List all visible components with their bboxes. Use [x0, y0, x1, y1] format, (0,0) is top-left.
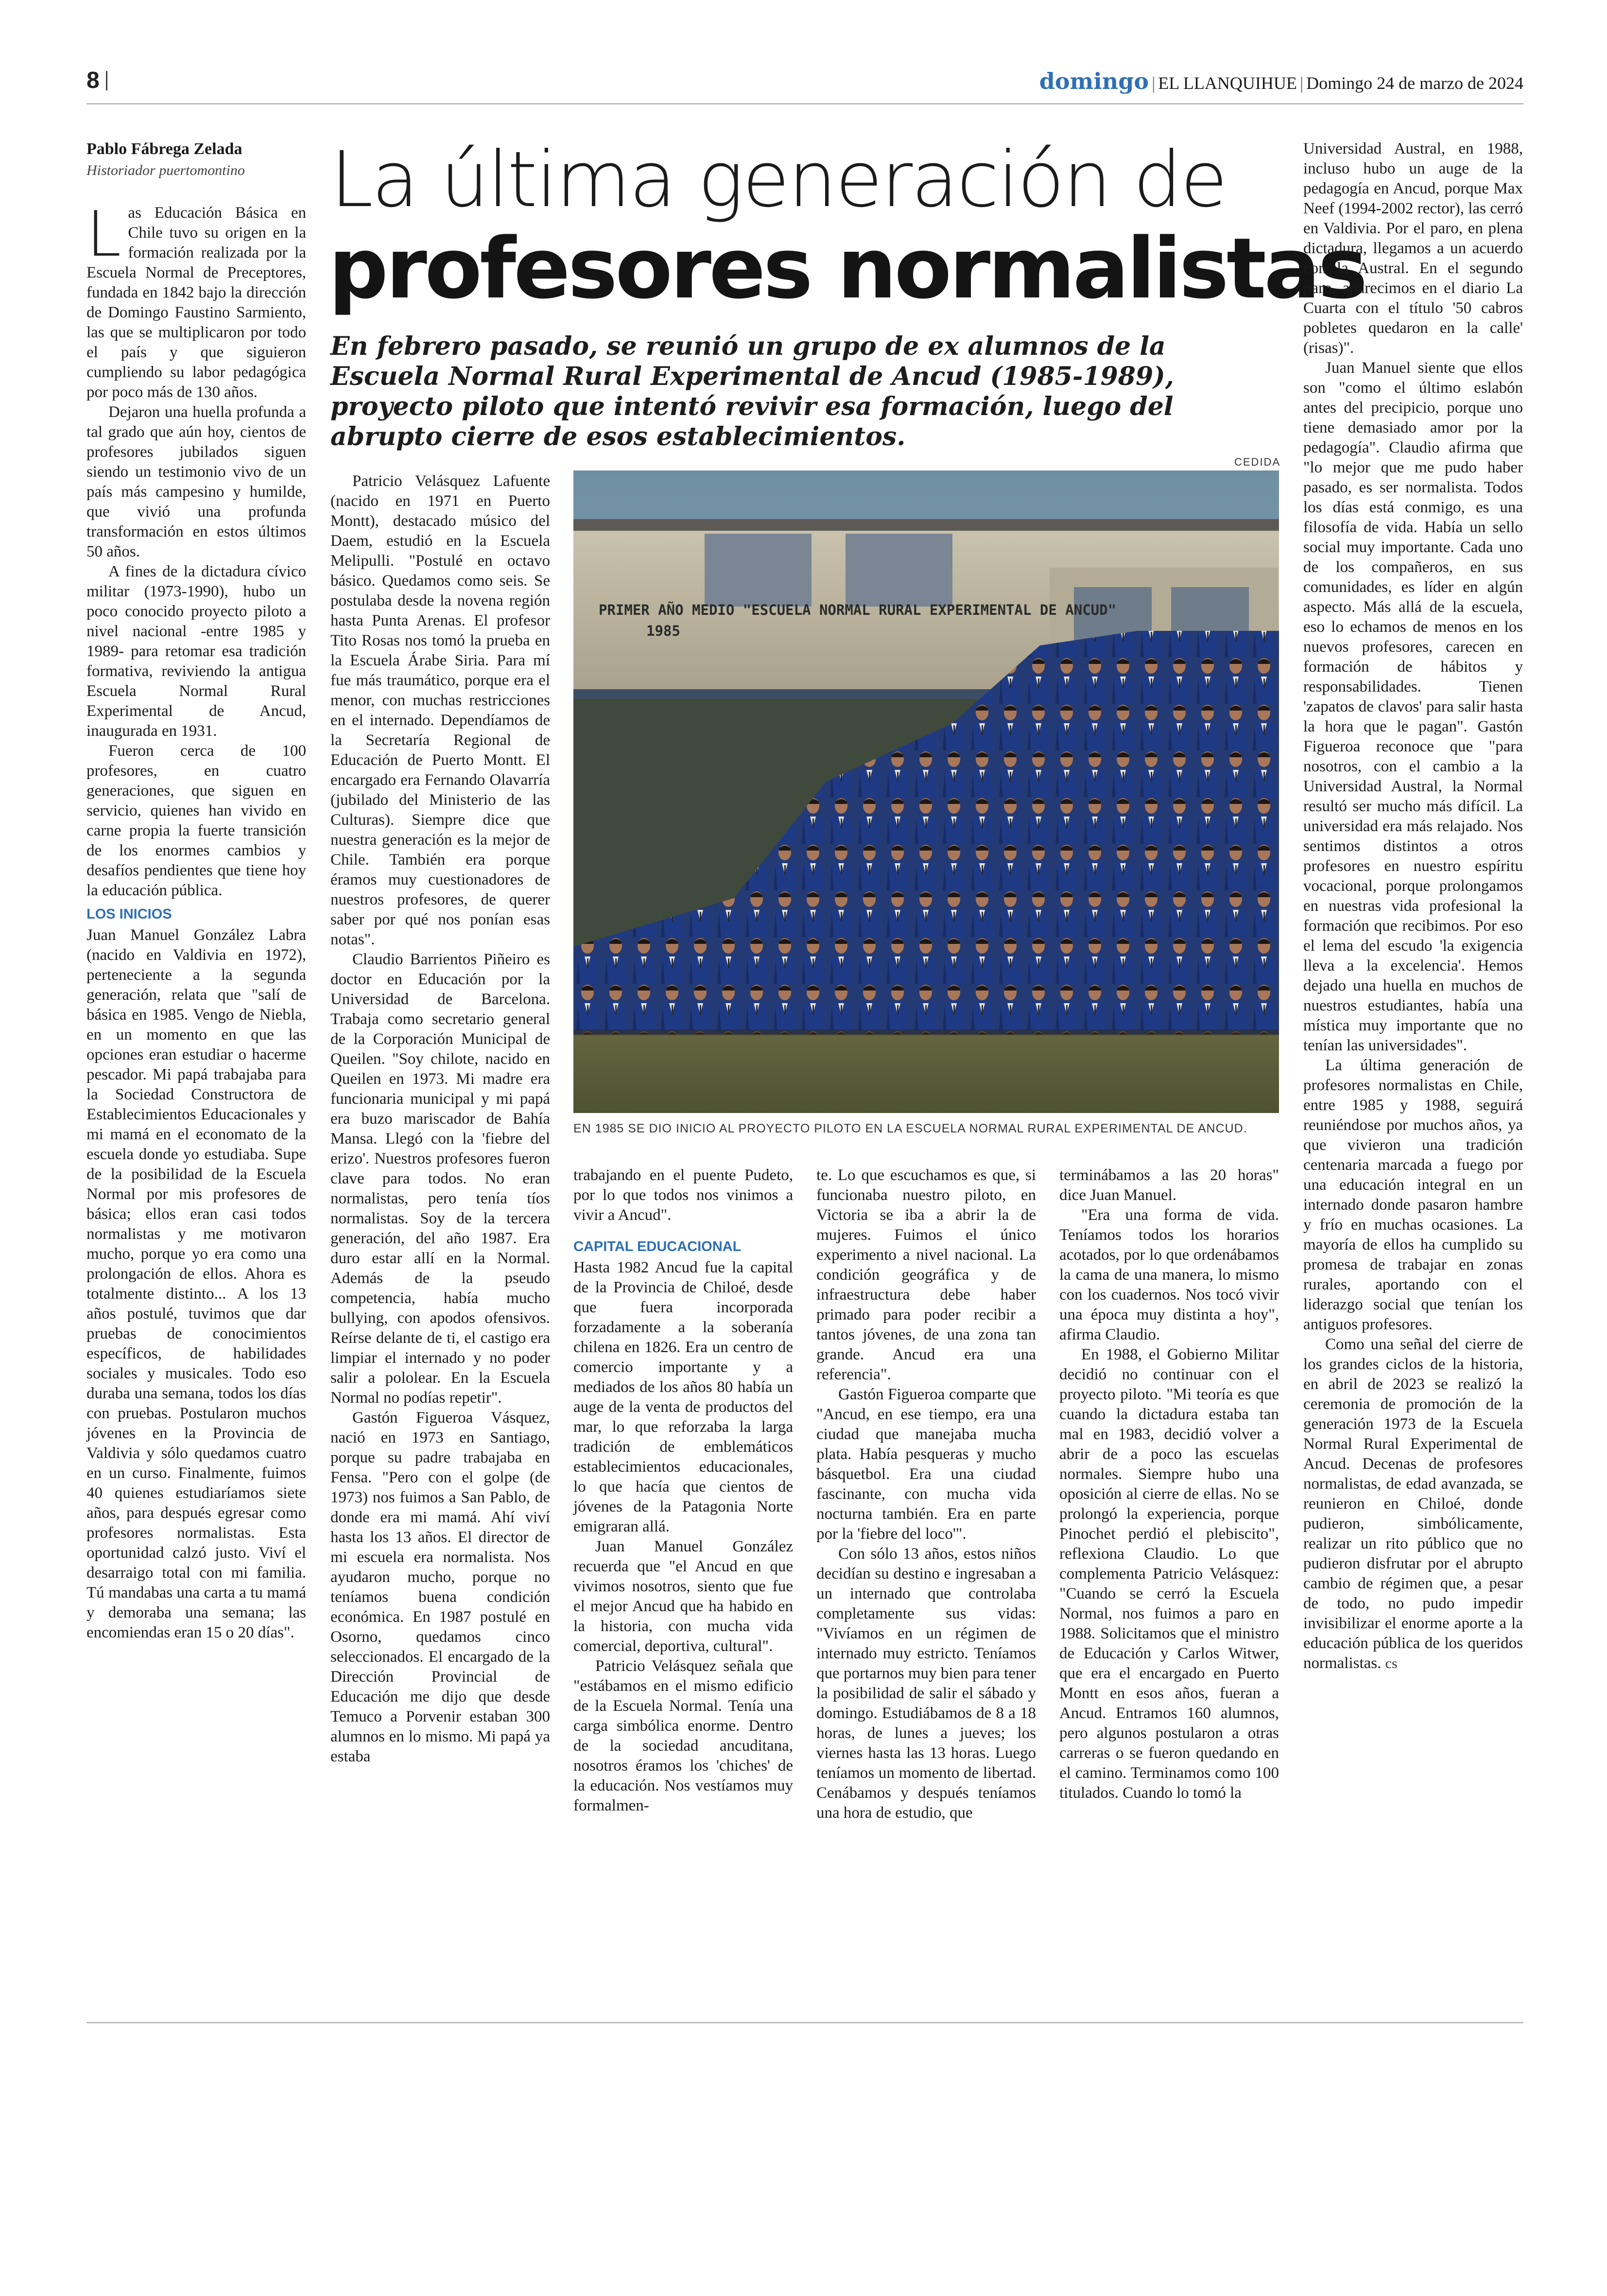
paragraph: as Educación Básica en Chile tuvo su origen en la formación realizada por la Escuela Normal de Preceptores, fundada en 1842 bajo la dirección de Domingo Faustino Sarmiento, las que se multiplicaron por todo el país y que siguieron cumpliendo su labor pedagógica por poco más de 130 años.: [86, 204, 306, 401]
paragraph: Como una señal del cierre de los grandes ciclos de la historia, en abril de 2023 se realizó la ceremonia de promoción de la generación 1973 de la Escuela Normal Rural Experimental de Ancud. Decenas de profesores normalistas, de edad avanzada, se reunieron en Chiloé, donde pudieron, simbólicamente, realizar un rito público que no pudieron disfrutar por el abrupto cambio de régimen que, a pesar de todo, no pudo impedir invisibilizar el enorme aporte a la educación pública de los queridos normalistas. cs: [1303, 1336, 1523, 1672]
page-number-divider: [106, 71, 107, 90]
article-column-4: [816, 1165, 1036, 1823]
paragraph: Juan Manuel González recuerda que "el Ancud en que vivimos nosotros, siento que fue el mejor Ancud que ha habido en la historia, con mucha vida comercial, deportiva, cultural".: [573, 1538, 793, 1655]
paragraph: La última generación de profesores normalistas en Chile, entre 1985 y 1988, seguirá reuniéndose por muchos años, ya que vivieron una tradición centenaria marcada a fuego por una educación integral en un internado donde pasaron hambre y frío en muchas ocasiones. La mayoría de ellos ha cumplido su promesa de trabajar en zonas rurales, aportando con el liderazgo social que tenían los antiguos profesores.: [1303, 1057, 1523, 1333]
headline-line-1: La última generación de: [330, 135, 1227, 225]
paragraph: Gastón Figueroa Vásquez, nació en 1973 en Santiago, porque su padre trabajaba en Fensa. "Pero con el golpe (de 1973) nos fuimos a San Pablo, de donde era mi mamá. Ahí viví hasta los 13 años. El director de mi escuela era normalista. Nos ayudaron mucho, porque no teníamos buena condición económica. En 1987 postulé en Osorno, quedamos cinco seleccionados. El encargado de la Dirección Provincial de Educación me dijo que desde Temuco a Porvenir estaban 300 alumnos en lo mismo. Mi papá ya estaba: [330, 1409, 550, 1765]
class-photo: [573, 470, 1279, 1113]
drop-cap: L: [86, 198, 121, 271]
article-column-3: [573, 1165, 793, 1816]
paragraph: "Era una forma de vida. Teníamos todos los horarios acotados, por lo que ordenábamos la cama de una manera, lo mismo con los cuadernos. Nos tocó vivir una época muy distinta a hoy", afirma Claudio.: [1059, 1206, 1279, 1343]
article-column-1: [86, 198, 306, 1643]
author-role: Historiador puertomontino: [86, 162, 245, 178]
paragraph: Gastón Figueroa comparte que "Ancud, en ese tiempo, era una ciudad que manejaba mucha plata. Había pesqueras y mucho básquetbol. Era una ciudad fascinante, con mucha vida nocturna también. Era en parte por la 'fiebre del loco'".: [816, 1386, 1036, 1543]
paragraph: A fines de la dictadura cívico militar (1973-1990), hubo un poco conocido proyecto piloto a nivel nacional -entre 1985 y 1989- para retomar esa tradición formativa, reviviendo la antigua Escuela Normal Rural Experimental de Ancud, inaugurada en 1931.: [86, 563, 306, 740]
header-rule: [86, 103, 1523, 104]
paragraph: Patricio Velásquez señala que "estábamos en el mismo edificio de la Escuela Normal. Tenía una carga simbólica enorme. Dentro de la sociedad ancuditana, nosotros éramos los 'chiches' de la educación. Nos vestíamos muy formalmen-: [573, 1657, 793, 1814]
page-number: 8: [86, 68, 100, 93]
paragraph: Universidad Austral, en 1988, incluso hubo un auge de la pedagogía en Ancud, porque Max Neef (1994-2002 rector), las cerró en Valdivia. Por el paro, en plena dictadura, llegamos a un acuerdo con la Austral. En el segundo paro, aparecimos en el diario La Cuarta con el título '50 cabros pobletes quedaron en la calle' (risas)".: [1303, 140, 1523, 357]
paragraph: Hasta 1982 Ancud fue la capital de la Provincia de Chiloé, desde que fuera incorporada forzadamente a la soberanía chilena en 1826. Era un centro de comercio importante y a mediados de los años 80 había un auge de la venta de productos del mar, lo que reforzaba la larga tradición de emblemáticos establecimientos educacionales, lo que hacía que cientos de jóvenes de la Patagonia Norte emigraran allá.: [573, 1259, 793, 1535]
headline-line-2: profesores normalistas: [328, 220, 1365, 317]
photo-sign-text: PRIMER AÑO MEDIO "ESCUELA NORMAL RURAL EXPERIMENTAL DE ANCUD": [599, 602, 1117, 618]
article-column-2: [330, 471, 550, 1767]
paragraph: Patricio Velásquez Lafuente (nacido en 1971 en Puerto Montt), destacado músico del Daem, estudió en la Escuela Melipulli. "Postulé en octavo básico. Quedamos como seis. Se postulaba desde la novena región hasta Punta Arenas. El profesor Tito Rosas nos tomó la prueba en la Escuela Árabe Siria. Para mí fue más traumático, porque era el menor, con muchas restricciones en el internado. Dependíamos de la Secretaría Regional de Educación de Puerto Montt. El encargado era Fernando Olavarría (jubilado del Ministerio de las Culturas). Siempre dice que nuestra generación es la mejor de Chile. También era porque éramos muy cuestionadores de nuestros profesores, de querer saber por qué nos ponían esas notas".: [330, 472, 550, 948]
article-column-5: [1059, 1165, 1279, 1803]
photo-credit: CEDIDA: [1234, 456, 1281, 468]
paragraph: Juan Manuel siente que ellos son "como el último eslabón antes del precipicio, porque uno tiene demasiado amor por la pedagogía". Claudio afirma que "lo mejor que me pudo haber pasado, es ser normalista. Todos los días está conmigo, es una filosofía de vida. Había un sello social muy importante. Cada uno de los compañeros, en sus comunidades, es líder en algún aspecto. Más allá de la escuela, eso lo echamos de menos en los nuevos profesores, carecen en formación de hábitos y responsabilidades. Tienen 'zapatos de clavos' para salir hasta la hora que le pagan". Gastón Figueroa reconoce que "para nosotros, con el cambio a la Universidad Austral, la Normal resultó ser mucho más difícil. La universidad era más relajado. Nos sentimos distintos a otros profesores en nuestro espíritu vocacional, porque prolongamos en nuestras vida profesional la formación que recibimos. Por eso el lema del escudo 'la exigencia lleva a la excelencia'. Hemos dejado una huella en muchos de nuestros estudiantes, había una mística muy importante que no tenían las universidades".: [1303, 359, 1523, 1054]
paragraph: En 1988, el Gobierno Militar decidió no continuar con el proyecto piloto. "Mi teoría es que cuando la dictadura estaba tan mal en 1983, decidió volver a abrir de a poco las escuelas normales. Siempre hubo una oposición al cierre de ellas. No se prolongó la experiencia, porque Pinochet perdió el plebiscito", reflexiona Claudio. Lo que complementa Patricio Velásquez: "Cuando se cerró la Escuela Normal, nos fuimos a paro en 1988. Solicitamos que el ministro de Educación y Carlos Witwer, que era el encargado en Puerto Montt en esos años, fueran a Ancud. Entramos 160 alumnos, pero algunos postularon a otras carreras o se fueron quedando en el camino. Terminamos como 100 titulados. Cuando lo tomó la: [1059, 1346, 1279, 1802]
paragraph: Dejaron una huella profunda a tal grado que aún hoy, cientos de profesores jubilados siguen siendo un testimonio vivo de un país más campesino y humilde, que vivió una profunda transformación en estos últimos 50 años.: [86, 403, 306, 560]
page-header: domingo | EL LLANQUIHUE | Domingo 24 de marzo de 2024: [1039, 68, 1523, 94]
paragraph: Fueron cerca de 100 profesores, en cuatro generaciones, que siguen en servicio, quienes han vivido en carne propia la fuerte transición de los enormes cambios y desafíos pendientes que tiene hoy la educación pública.: [86, 742, 306, 899]
newspaper-name: EL LLANQUIHUE: [1158, 73, 1297, 93]
section-brand: domingo: [1039, 68, 1149, 94]
issue-date: Domingo 24 de marzo de 2024: [1306, 73, 1523, 93]
photo-sign-year: 1985: [646, 623, 680, 639]
class-photo-image: [573, 470, 1279, 1113]
paragraph: te. Lo que escuchamos es que, si funcionaba nuestro piloto, en Victoria se iba a abrir la de mujeres. Fuimos el único experimento a nivel nacional. La condición geográfica y de infraestructura debe haber primado para poder recibir a tantos jóvenes, de una zona tan grande. Ancud era una referencia".: [816, 1166, 1036, 1383]
paragraph: Con sólo 13 años, estos niños decidían su destino e ingresaban a un internado que controlaba completamente sus vidas: "Vivíamos en un régimen de internado muy estricto. Teníamos que portarnos muy bien para tener la posibilidad de salir el sábado y domingo. Estudiábamos de 8 a 18 horas, de lunes a jueves; los viernes hasta las 13 horas. Luego teníamos un momento de libertad. Cenábamos y después teníamos una hora de estudio, que: [816, 1545, 1036, 1822]
article-column-6: [1303, 139, 1523, 1673]
paragraph: terminábamos a las 20 horas" dice Juan Manuel.: [1059, 1166, 1279, 1204]
photo-caption: EN 1985 SE DIO INICIO AL PROYECTO PILOTO EN LA ESCUELA NORMAL RURAL EXPERIMENTAL DE ANCUD.: [573, 1122, 1247, 1135]
paragraph: Claudio Barrientos Piñeiro es doctor en Educación por la Universidad de Barcelona. Trabaja como secretario general de la Corporación Municipal de Queilen. "Soy chilote, nacido en Queilen en 1973. Mi madre era funcionaria municipal y mi papá era buzo mariscador de Bahía Mansa. Llegó con la 'fiebre del erizo'. Nuestros profesores fueron clave para todos. No eran normalistas, pero tenía tíos normalistas. Soy de la tercera generación, del año 1987. Era duro estar allí en la Normal. Además de la pseudo competencia, había mucho bullying, con apodos ofensivos. Reírse delante de ti, el castigo era limpiar el internado y no poder salir a pololear. En la Escuela Normal no podías repetir".: [330, 951, 550, 1407]
paragraph: trabajando en el puente Pudeto, por lo que todos nos vinimos a vivir a Ancud".: [573, 1166, 793, 1224]
author-name: Pablo Fábrega Zelada: [86, 140, 242, 158]
paragraph: Juan Manuel González Labra (nacido en Valdivia en 1972), perteneciente a la segunda generación, relata que "salí de básica en 1985. Vengo de Niebla, en un momento en que las opciones eran estudiar o hacerme pescador. Mi papá trabajaba para la Sociedad Constructora de Establecimientos Educacionales y mi mamá en el economato de la escuela donde yo estudiaba. Supe de la posibilidad de la Escuela Normal por mis profesores de básica; ellos eran casi todos normalistas y me motivaron mucho, porque yo era como una prolongación de ellos. Ahora es totalmente distinto... A los 13 años postulé, tuvimos que dar pruebas de conocimientos específicos, de habilidades sociales y musicales. Todo eso duraba una semana, todos los días con pruebas. Postularon muchos jóvenes en la Provincia de Valdivia y sólo quedamos cuatro en un curso. Finalmente, fuimos 40 quienes estudiaríamos siete años, para después egresar como profesores normalistas. Esta oportunidad calzó justo. Viví el desarraigo total con mi familia. Tú mandabas una carta a tu mamá y demoraba una semana; las encomiendas eran 15 o 20 días".: [86, 926, 306, 1641]
subhead-los-inicios: LOS INICIOS: [86, 906, 172, 922]
subhead-capital-educacional: CAPITAL EDUCACIONAL: [573, 1239, 742, 1254]
end-mark: cs: [1385, 1655, 1398, 1671]
footer-rule: [86, 2022, 1523, 2023]
article-deck: En febrero pasado, se reunió un grupo de ex alumnos de la Escuela Normal Rural Experimental de Ancud (1985-1989), proyecto piloto que intentó revivir esa formación, luego del abrupto cierre de esos establecimientos.: [330, 331, 1174, 452]
